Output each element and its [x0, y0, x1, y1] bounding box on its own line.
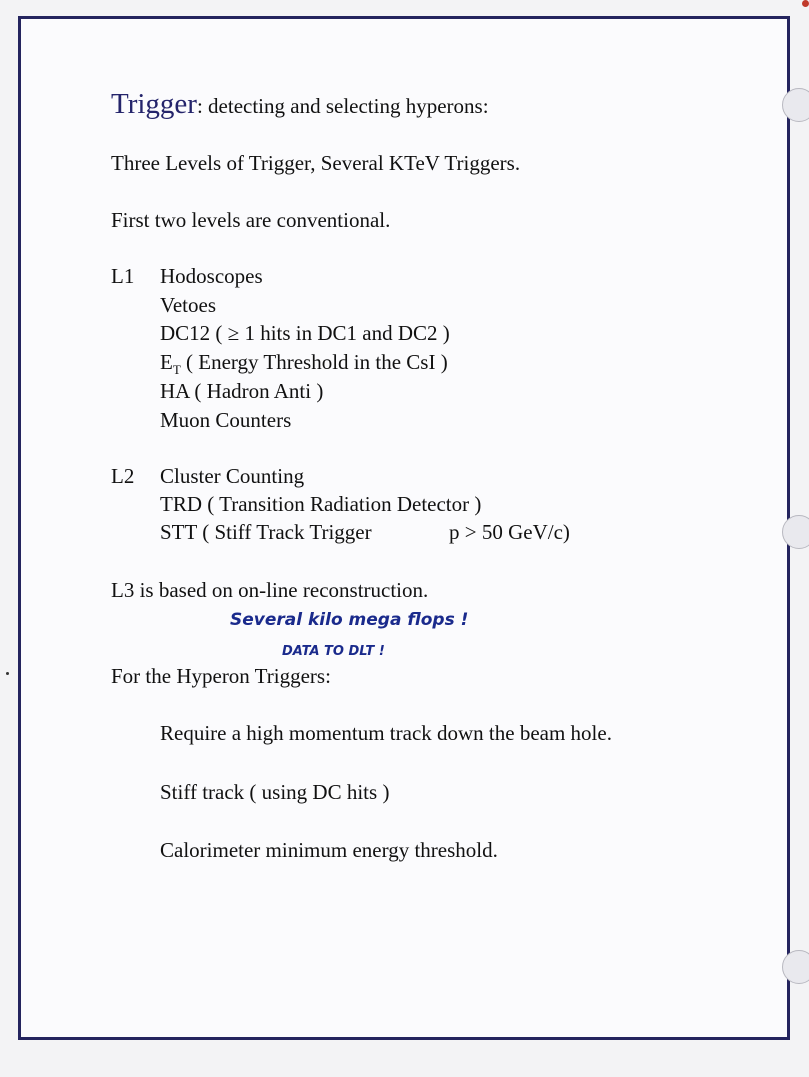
handwritten-note-1: Several kilo mega flops ! — [230, 610, 469, 630]
l1-item: Vetoes — [160, 293, 216, 317]
handwritten-note-2: DATA TO DLT ! — [282, 644, 385, 659]
l2-label: L2 — [111, 464, 135, 488]
hyperon-heading: For the Hyperon Triggers: — [111, 664, 331, 688]
l1-item: DC12 ( ≥ 1 hits in DC1 and DC2 ) — [160, 321, 450, 345]
hyperon-item: Calorimeter minimum energy threshold. — [160, 838, 498, 862]
l2-item: Cluster Counting — [160, 464, 305, 488]
l3-line: L3 is based on on-line reconstruction. — [111, 578, 429, 602]
l1-label: L1 — [111, 264, 135, 288]
l1-item: Muon Counters — [160, 408, 292, 432]
l2-item: TRD ( Transition Radiation Detector ) — [160, 492, 482, 516]
et-sub: T — [172, 362, 181, 378]
corner-mark — [802, 0, 809, 7]
binder-hole — [782, 515, 809, 549]
l1-item-energy-threshold — [160, 352, 448, 376]
binder-hole — [782, 950, 809, 984]
l1-item: HA ( Hadron Anti ) — [160, 379, 324, 403]
intro-line-2: First two levels are conventional. — [111, 208, 391, 232]
title-main: Trigger — [111, 88, 197, 120]
intro-line-1: Three Levels of Trigger, Several KTeV Triggers. — [111, 151, 521, 175]
l2-item-stt: STT ( Stiff Track Trigger — [160, 520, 372, 544]
l1-item: Hodoscopes — [160, 264, 263, 288]
hyperon-item: Require a high momentum track down the beam hole. — [160, 721, 612, 745]
binder-hole — [782, 88, 809, 122]
l2-stt-value: p > 50 GeV/c) — [449, 520, 570, 544]
hyperon-item: Stiff track ( using DC hits ) — [160, 780, 390, 804]
page-title — [111, 88, 489, 121]
title-rest: : detecting and selecting hyperons: — [196, 94, 489, 118]
speck — [6, 672, 9, 675]
et-text: ( Energy Threshold in the CsI ) — [180, 350, 448, 374]
et-e: E — [160, 350, 173, 374]
